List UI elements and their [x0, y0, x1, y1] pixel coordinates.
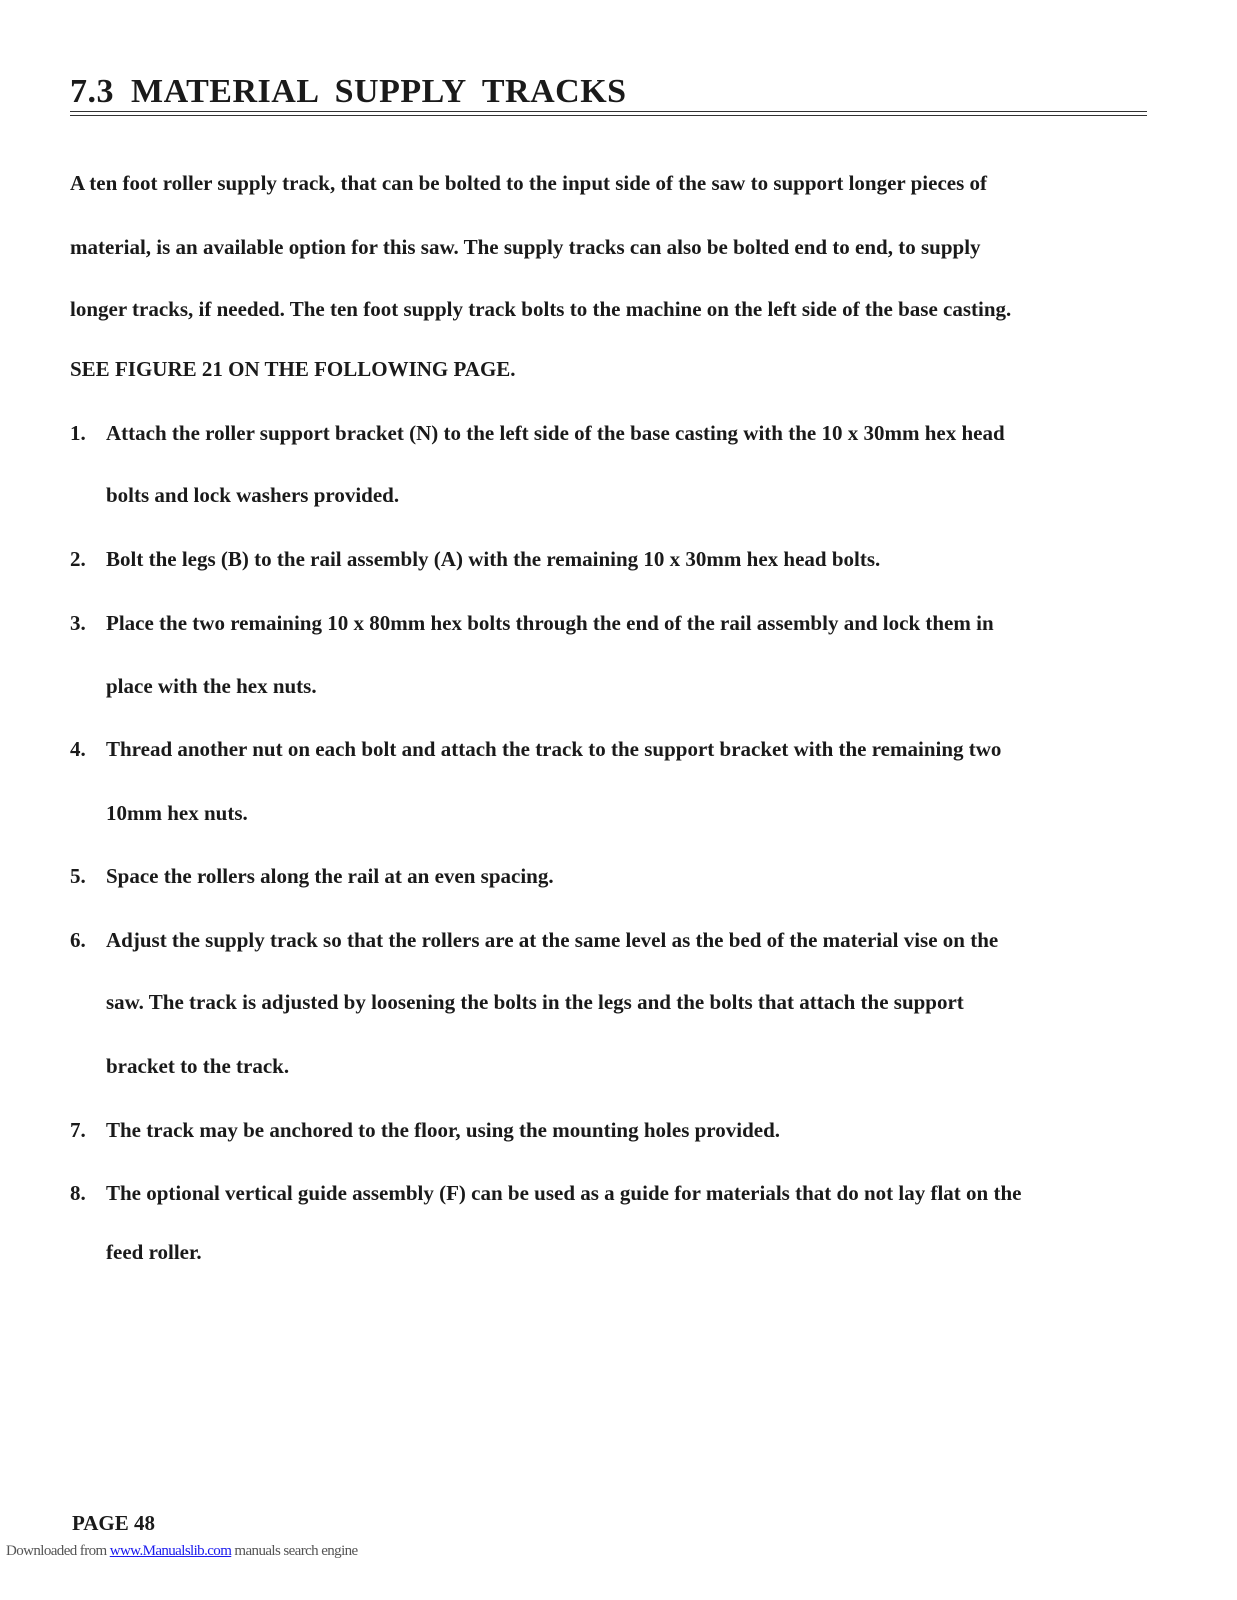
step-line: 10mm hex nuts.: [106, 801, 248, 825]
step-number: 6.: [70, 928, 86, 952]
step-line: Space the rollers along the rail at an even spacing.: [106, 864, 554, 888]
intro-line: A ten foot roller supply track, that can be bolted to the input side of the saw to support longer pieces of: [70, 171, 988, 195]
step-line: saw. The track is adjusted by loosening the bolts in the legs and the bolts that attach the support: [106, 990, 964, 1014]
step-number: 8.: [70, 1181, 86, 1205]
step-line: place with the hex nuts.: [106, 674, 317, 698]
step-line: Adjust the supply track so that the rollers are at the same level as the bed of the material vise on the: [106, 928, 999, 952]
page-number: PAGE 48: [72, 1511, 156, 1535]
heading-rule-top: [70, 111, 1147, 112]
manualslib-link[interactable]: www.Manualslib.com: [109, 1543, 232, 1559]
step-line: Place the two remaining 10 x 80mm hex bolts through the end of the rail assembly and lock them in: [106, 611, 994, 635]
step-number: 1.: [70, 421, 86, 445]
step-line: The track may be anchored to the floor, using the mounting holes provided.: [106, 1118, 780, 1142]
download-footer: [6, 1542, 358, 1560]
step-line: Bolt the legs (B) to the rail assembly (A) with the remaining 10 x 30mm hex head bolts.: [106, 547, 881, 571]
intro-line: material, is an available option for this saw. The supply tracks can also be bolted end to end, to supply: [70, 235, 981, 259]
step-line: Thread another nut on each bolt and attach the track to the support bracket with the remaining two: [106, 737, 1002, 761]
step-number: 2.: [70, 547, 86, 571]
step-line: bracket to the track.: [106, 1054, 290, 1078]
step-line: The optional vertical guide assembly (F) can be used as a guide for materials that do not lay flat on the: [106, 1181, 1022, 1205]
step-number: 7.: [70, 1118, 86, 1142]
step-number: 3.: [70, 611, 86, 635]
step-line: Attach the roller support bracket (N) to the left side of the base casting with the 10 x 30mm hex head: [106, 421, 1005, 445]
step-number: 5.: [70, 864, 86, 888]
intro-line: SEE FIGURE 21 ON THE FOLLOWING PAGE.: [70, 357, 516, 381]
footer-prefix: Downloaded from: [6, 1543, 110, 1559]
step-line: bolts and lock washers provided.: [106, 483, 400, 507]
step-number: 4.: [70, 737, 86, 761]
intro-line: longer tracks, if needed. The ten foot supply track bolts to the machine on the left side of the base casting.: [70, 297, 1012, 321]
section-heading: 7.3 MATERIAL SUPPLY TRACKS: [70, 73, 627, 110]
heading-rule-bottom: [70, 115, 1147, 116]
step-line: feed roller.: [106, 1240, 202, 1264]
footer-suffix: manuals search engine: [231, 1543, 358, 1559]
